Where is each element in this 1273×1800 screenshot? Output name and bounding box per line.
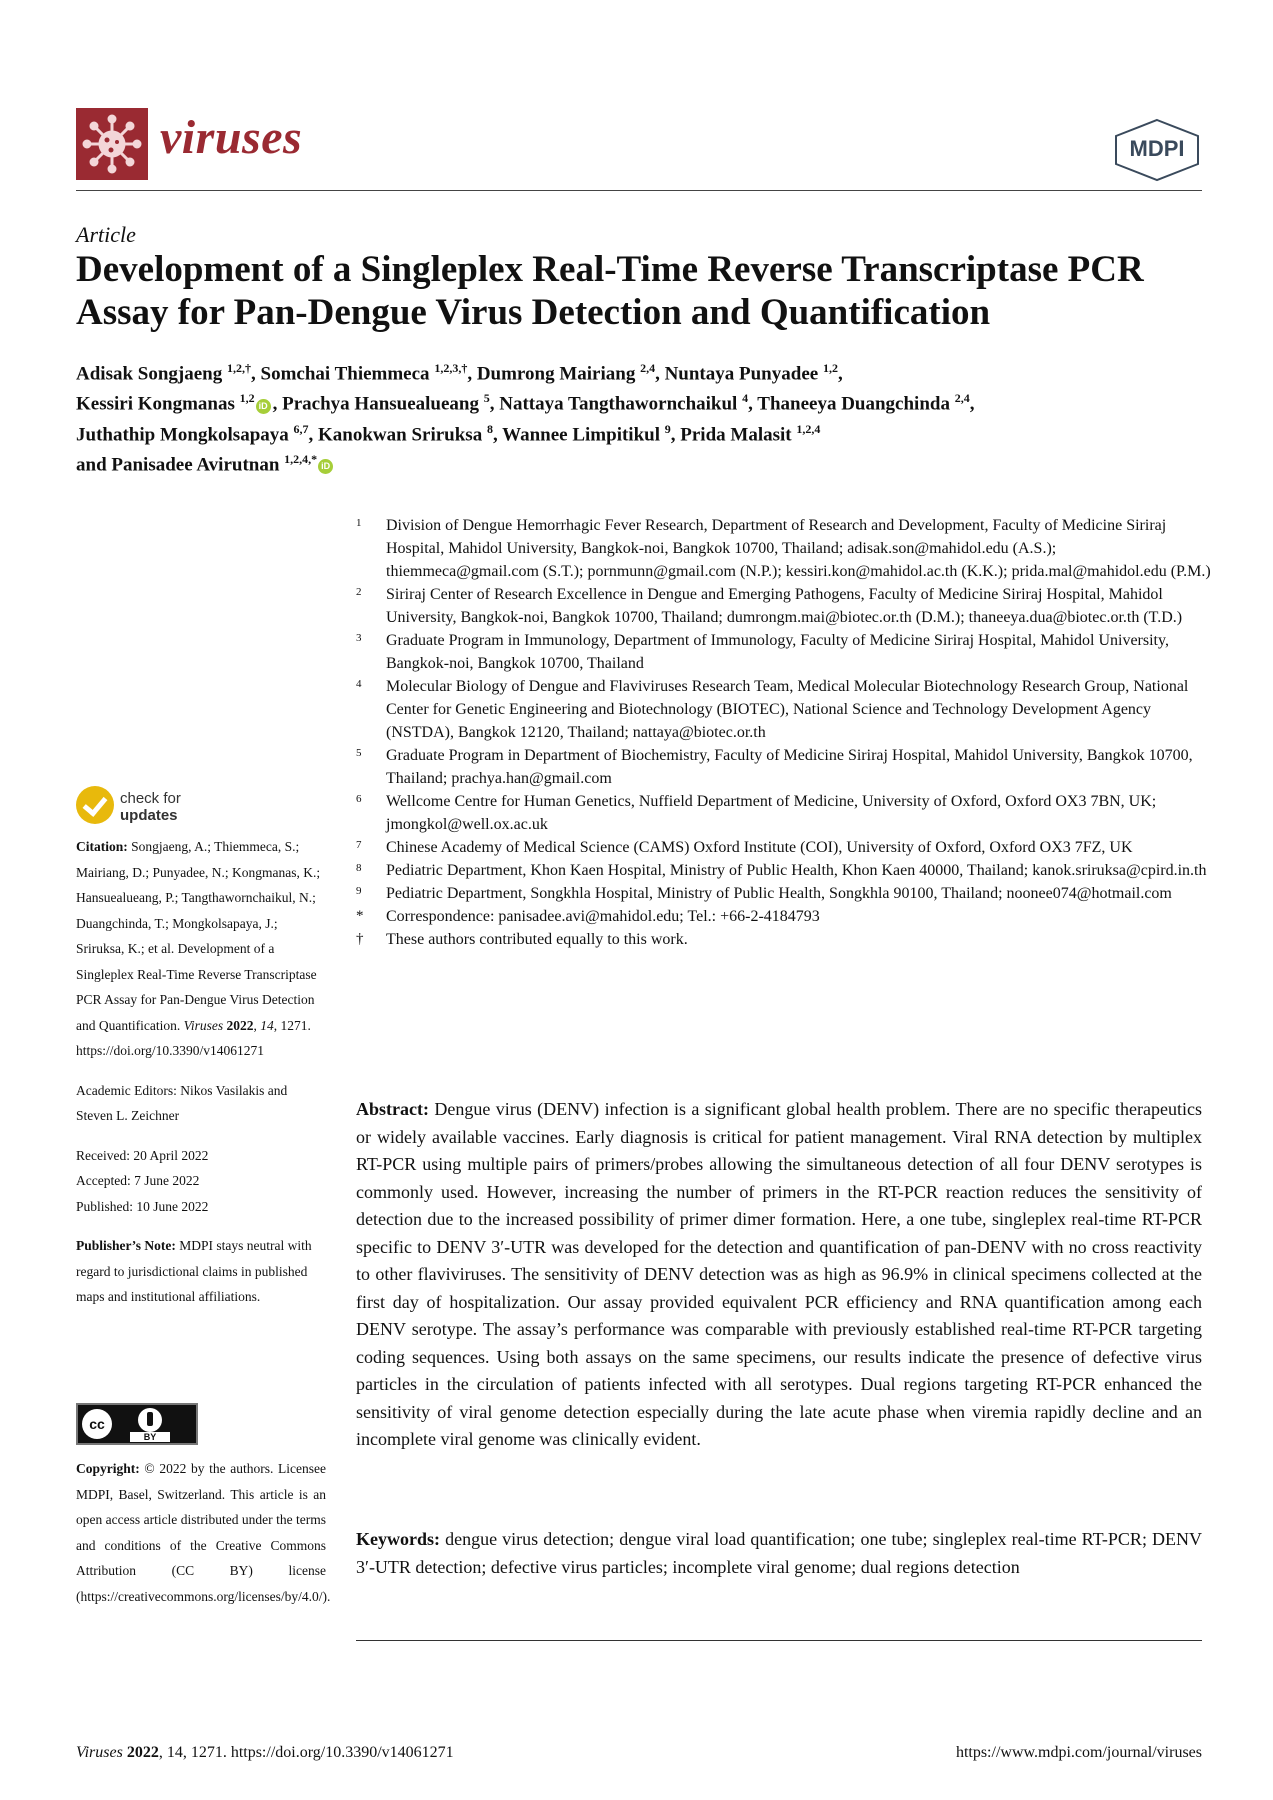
affiliation-text: Graduate Program in Department of Biochemistry, Faculty of Medicine Siriraj Hospital, Mahidol University, Bangkok 10700, Thailand; prachya.han@gmail.com [386,747,1193,787]
author-separator: , [492,423,503,445]
abstract-label: Abstract: [356,1099,429,1119]
author-name: Prachya Hansuealueang [282,393,479,415]
attribution-person-icon [138,1408,162,1432]
author-affiliation-marks: 5 [483,391,490,406]
publisher-logo[interactable] [1112,118,1202,182]
virus-icon [76,108,148,180]
published-date: Published: 10 June 2022 [76,1198,209,1214]
orcid-icon[interactable]: iD [256,399,271,414]
author-affiliation-marks: 2,4 [954,391,970,406]
affiliation-item [356,905,1212,928]
section-divider [356,1640,1202,1641]
author-affiliation-marks: 8 [486,421,493,436]
affiliation-text: Chinese Academy of Medical Science (CAMS) Oxford Institute (COI), University of Oxford, Oxford OX3 7FZ, UK [386,839,1133,856]
check-for-updates-badge[interactable] [76,786,216,828]
author-separator: , [251,363,261,385]
affiliation-item [356,790,1212,836]
author-affiliation-marks: 1,2 [239,391,255,406]
affiliation-item [356,583,1212,629]
author-name: Kessiri Kongmanas [76,393,235,415]
affiliation-text: Pediatric Department, Khon Kaen Hospital, Ministry of Public Health, Khon Kaen 40000, Thailand; kanok.sriruksa@cpird.in.th [386,862,1207,879]
check-updates-line2: updates [120,807,178,824]
citation: Citation: Songjaeng, A.; Thiemmeca, S.; Mairiang, D.; Punyadee, N.; Kongmanas, K.; Hansuealueang, P.; Tangthawornchaikul, N.; Duangchinda, T.; Mongkolsapaya, J.; Sriruksa, K.; et al. Development of a Singleplex Real-Time Reverse Transcriptase PCR Assay for Pan-Dengue Virus Detection and Quantification. Viruses 2022, 14, 1271. https://doi.org/10.3390/v14061271 [76,839,321,1058]
affiliations [356,514,1212,951]
header-divider [76,190,1202,191]
affiliation-item [356,744,1212,790]
author-affiliation-marks: 1,2 [822,361,838,375]
footer-journal: Viruses [76,1744,123,1761]
author-separator: , [837,363,843,385]
citation-journal: Viruses [183,1017,224,1033]
author-separator: , [272,393,283,415]
affiliation-item [356,836,1212,859]
author-separator: , [489,393,500,415]
article-info-sidebar [76,834,326,1310]
publisher-name: MDPI [1129,136,1185,161]
author-name: and Panisadee Avirutnan [76,454,280,476]
author-name: Kanokwan Sriruksa [318,423,483,445]
affiliation-item [356,859,1212,882]
affiliation-text: Pediatric Department, Songkhla Hospital, Ministry of Public Health, Songkhla 90100, Thailand; noonee074@hotmail.com [386,885,1172,902]
abstract-text: Dengue virus (DENV) infection is a significant global health problem. There are no specific therapeutics or widely available vaccines. Early diagnosis is critical for patient management. Viral RNA detection by multiplex RT-PCR using multiple pairs of primers/probes allowing the simultaneous detection of all four DENV serotypes is commonly used. However, increasing the number of primers in the RT-PCR reaction reduces the sensitivity of detection due to the increased possibility of primer dimer formation. Here, a one tube, singleplex real-time RT-PCR specific to DENV 3′-UTR was developed for the detection and quantification of pan-DENV with no cross reactivity to other flaviviruses. The sensitivity of DENV detection was as high as 96.9% in clinical specimens collected at the first day of hospitalization. Our assay provided equivalent PCR efficiency and RNA quantification among each DENV serotype. The assay’s performance was comparable with previously established real-time RT-PCR targeting coding sequences. Using both assays on the same specimens, our results indicate the presence of defective virus particles in the circulation of patients infected with all serotypes. Dual regions targeting RT-PCR enhanced the sensitivity of viral genome detection especially during the late acute phase when viremia rapidly decline and an incomplete viral genome was clinically evident. [356,1099,1202,1449]
citation-pages: , 1271. [273,1017,311,1033]
author-separator: , [670,423,681,445]
affiliation-number: 9 [356,885,362,897]
journal-logo[interactable] [76,108,148,180]
keywords-text: dengue virus detection; dengue viral load quantification; one tube; singleplex real-time RT-PCR; DENV 3′-UTR detection; defective virus particles; incomplete viral genome; dual regions detection [356,1529,1203,1577]
keywords [356,1526,1202,1581]
academic-editors: Academic Editors: Nikos Vasilakis and Steven L. Zeichner [76,1082,288,1123]
keywords-label: Keywords: [356,1529,440,1549]
affiliation-number: * [356,908,364,924]
author-name: Thaneeya Duangchinda [757,393,950,415]
author-name: Somchai Thiemmeca [260,363,430,385]
citation-text: Songjaeng, A.; Thiemmeca, S.; Mairiang, D.; Punyadee, N.; Kongmanas, K.; Hansuealueang, P.; Tangthawornchaikul, N.; Duangchinda, T.; Mongkolsapaya, J.; Sriruksa, K.; et al. Development of a Singleplex Real-Time Reverse Transcriptase PCR Assay for Pan-Dengue Virus Detection and Quantification. [76,839,321,1033]
affiliation-text: Siriraj Center of Research Excellence in Dengue and Emerging Pathogens, Faculty of Medicine Siriraj Hospital, Mahidol University, Bangkok-noi, Bangkok 10700, Thailand; dumrongm.mai@biotec.or.th (D.M.); thaneeya.dua@biotec.or.th (T.D.) [386,586,1183,626]
author-affiliation-marks: 1,2,3,† [434,361,468,375]
affiliation-text: These authors contributed equally to this work. [386,931,688,948]
author-separator: , [467,363,477,385]
author-separator: , [969,393,975,415]
affiliation-number: 1 [356,517,362,529]
orcid-icon[interactable]: iD [318,459,333,474]
footer-journal-url[interactable]: https://www.mdpi.com/journal/viruses [955,1744,1202,1761]
author-separator: , [748,393,758,415]
author-list [76,356,1216,477]
author-affiliation-marks: 1,2,† [227,361,251,375]
accepted-date: Accepted: 7 June 2022 [76,1173,200,1188]
publishers-note [76,1233,326,1310]
author-affiliation-marks: 2,4 [640,361,656,375]
copyright-text: © 2022 by the authors. Licensee MDPI, Basel, Switzerland. This article is an open access article distributed under the terms and conditions of the Creative Commons Attribution (CC BY) license (https://creativecommons.org/licenses/by/4.0/). [76,1461,331,1604]
affiliation-number: 6 [356,793,362,805]
article-title: Development of a Singleplex Real-Time Reverse Transcriptase PCR Assay for Pan-Dengue Virus Detection and Quantification [76,249,1144,333]
affiliation-number: 7 [356,839,362,851]
author-name: Adisak Songjaeng [76,363,223,385]
affiliation-item [356,928,1212,951]
author-separator: , [655,363,665,385]
copyright-label: Copyright: [76,1461,140,1476]
author-affiliation-marks: 1,2,4,* [284,451,318,466]
affiliation-text: Graduate Program in Immunology, Department of Immunology, Faculty of Medicine Siriraj Hospital, Mahidol University, Bangkok-noi, Bangkok 10700, Thailand [386,632,1169,672]
author-separator: , [308,423,319,445]
affiliation-text: Wellcome Centre for Human Genetics, Nuffield Department of Medicine, University of Oxford, Oxford OX3 7BN, UK; jmongkol@well.ox.ac.uk [386,793,1157,833]
author-affiliation-marks: 6,7 [293,421,309,436]
publishers-note-label: Publisher’s Note: [76,1238,176,1253]
affiliation-number: 5 [356,747,362,759]
cc-by-license-badge[interactable] [76,1403,198,1445]
copyright-notice [76,1456,331,1609]
author-affiliation-marks: 1,2,4 [796,421,821,436]
affiliation-number: † [356,931,364,947]
by-label: BY [130,1432,170,1442]
creative-commons-icon: cc [82,1409,112,1439]
citation-volume: 14 [260,1017,274,1033]
citation-label: Citation: [76,839,128,854]
journal-name[interactable]: viruses [160,111,303,164]
checkmark-icon [76,786,114,824]
affiliation-number: 3 [356,632,362,644]
abstract [356,1096,1202,1454]
footer-citation [76,1744,454,1762]
affiliation-text: Division of Dengue Hemorrhagic Fever Research, Department of Research and Development, Faculty of Medicine Siriraj Hospital, Mahidol University, Bangkok-noi, Bangkok 10700, Thailand; adisak.son@mahidol.edu (A.S.); thiemmeca@gmail.com (S.T.); pornmunn@gmail.com (N.P.); kessiri.kon@mahidol.ac.th (K.K.); prida.mal@mahidol.edu (P.M.) [386,517,1211,580]
footer-year: 2022 [126,1744,159,1761]
citation-doi-link[interactable]: https://doi.org/10.3390/v14061271 [76,1043,265,1058]
affiliation-item [356,514,1212,583]
affiliation-number: 8 [356,862,362,874]
affiliation-item [356,882,1212,905]
author-affiliation-marks: 9 [664,421,671,436]
citation-year: 2022 [226,1017,254,1033]
affiliation-text: Correspondence: panisadee.avi@mahidol.edu; Tel.: +66-2-4184793 [386,908,820,925]
affiliation-text: Molecular Biology of Dengue and Flaviviruses Research Team, Medical Molecular Biotechnology Research Group, National Center for Genetic Engineering and Biotechnology (BIOTEC), National Science and Technology Development Agency (NSTDA), Bangkok 12120, Thailand; nattaya@biotec.or.th [386,678,1189,741]
article-type: Article [76,222,136,247]
affiliation-number: 4 [356,678,362,690]
affiliation-number: 2 [356,586,362,598]
author-affiliation-marks: 4 [742,391,749,406]
affiliation-item [356,675,1212,744]
publishers-note-text: MDPI stays neutral with regard to jurisdictional claims in published maps and institutional affiliations. [76,1238,312,1304]
affiliation-item [356,629,1212,675]
footer-citation-rest: , 14, 1271. https://doi.org/10.3390/v14061271 [158,1744,454,1761]
author-name: Prida Malasit [680,423,792,445]
author-name: Dumrong Mairiang [476,363,636,385]
author-name: Wannee Limpitikul [502,423,660,445]
author-name: Nuntaya Punyadee [664,363,819,385]
check-updates-line1: check for [120,790,181,807]
received-date: Received: 20 April 2022 [76,1147,209,1163]
author-name: Juthathip Mongkolsapaya [76,423,289,445]
author-name: Nattaya Tangthawornchaikul [499,393,738,415]
